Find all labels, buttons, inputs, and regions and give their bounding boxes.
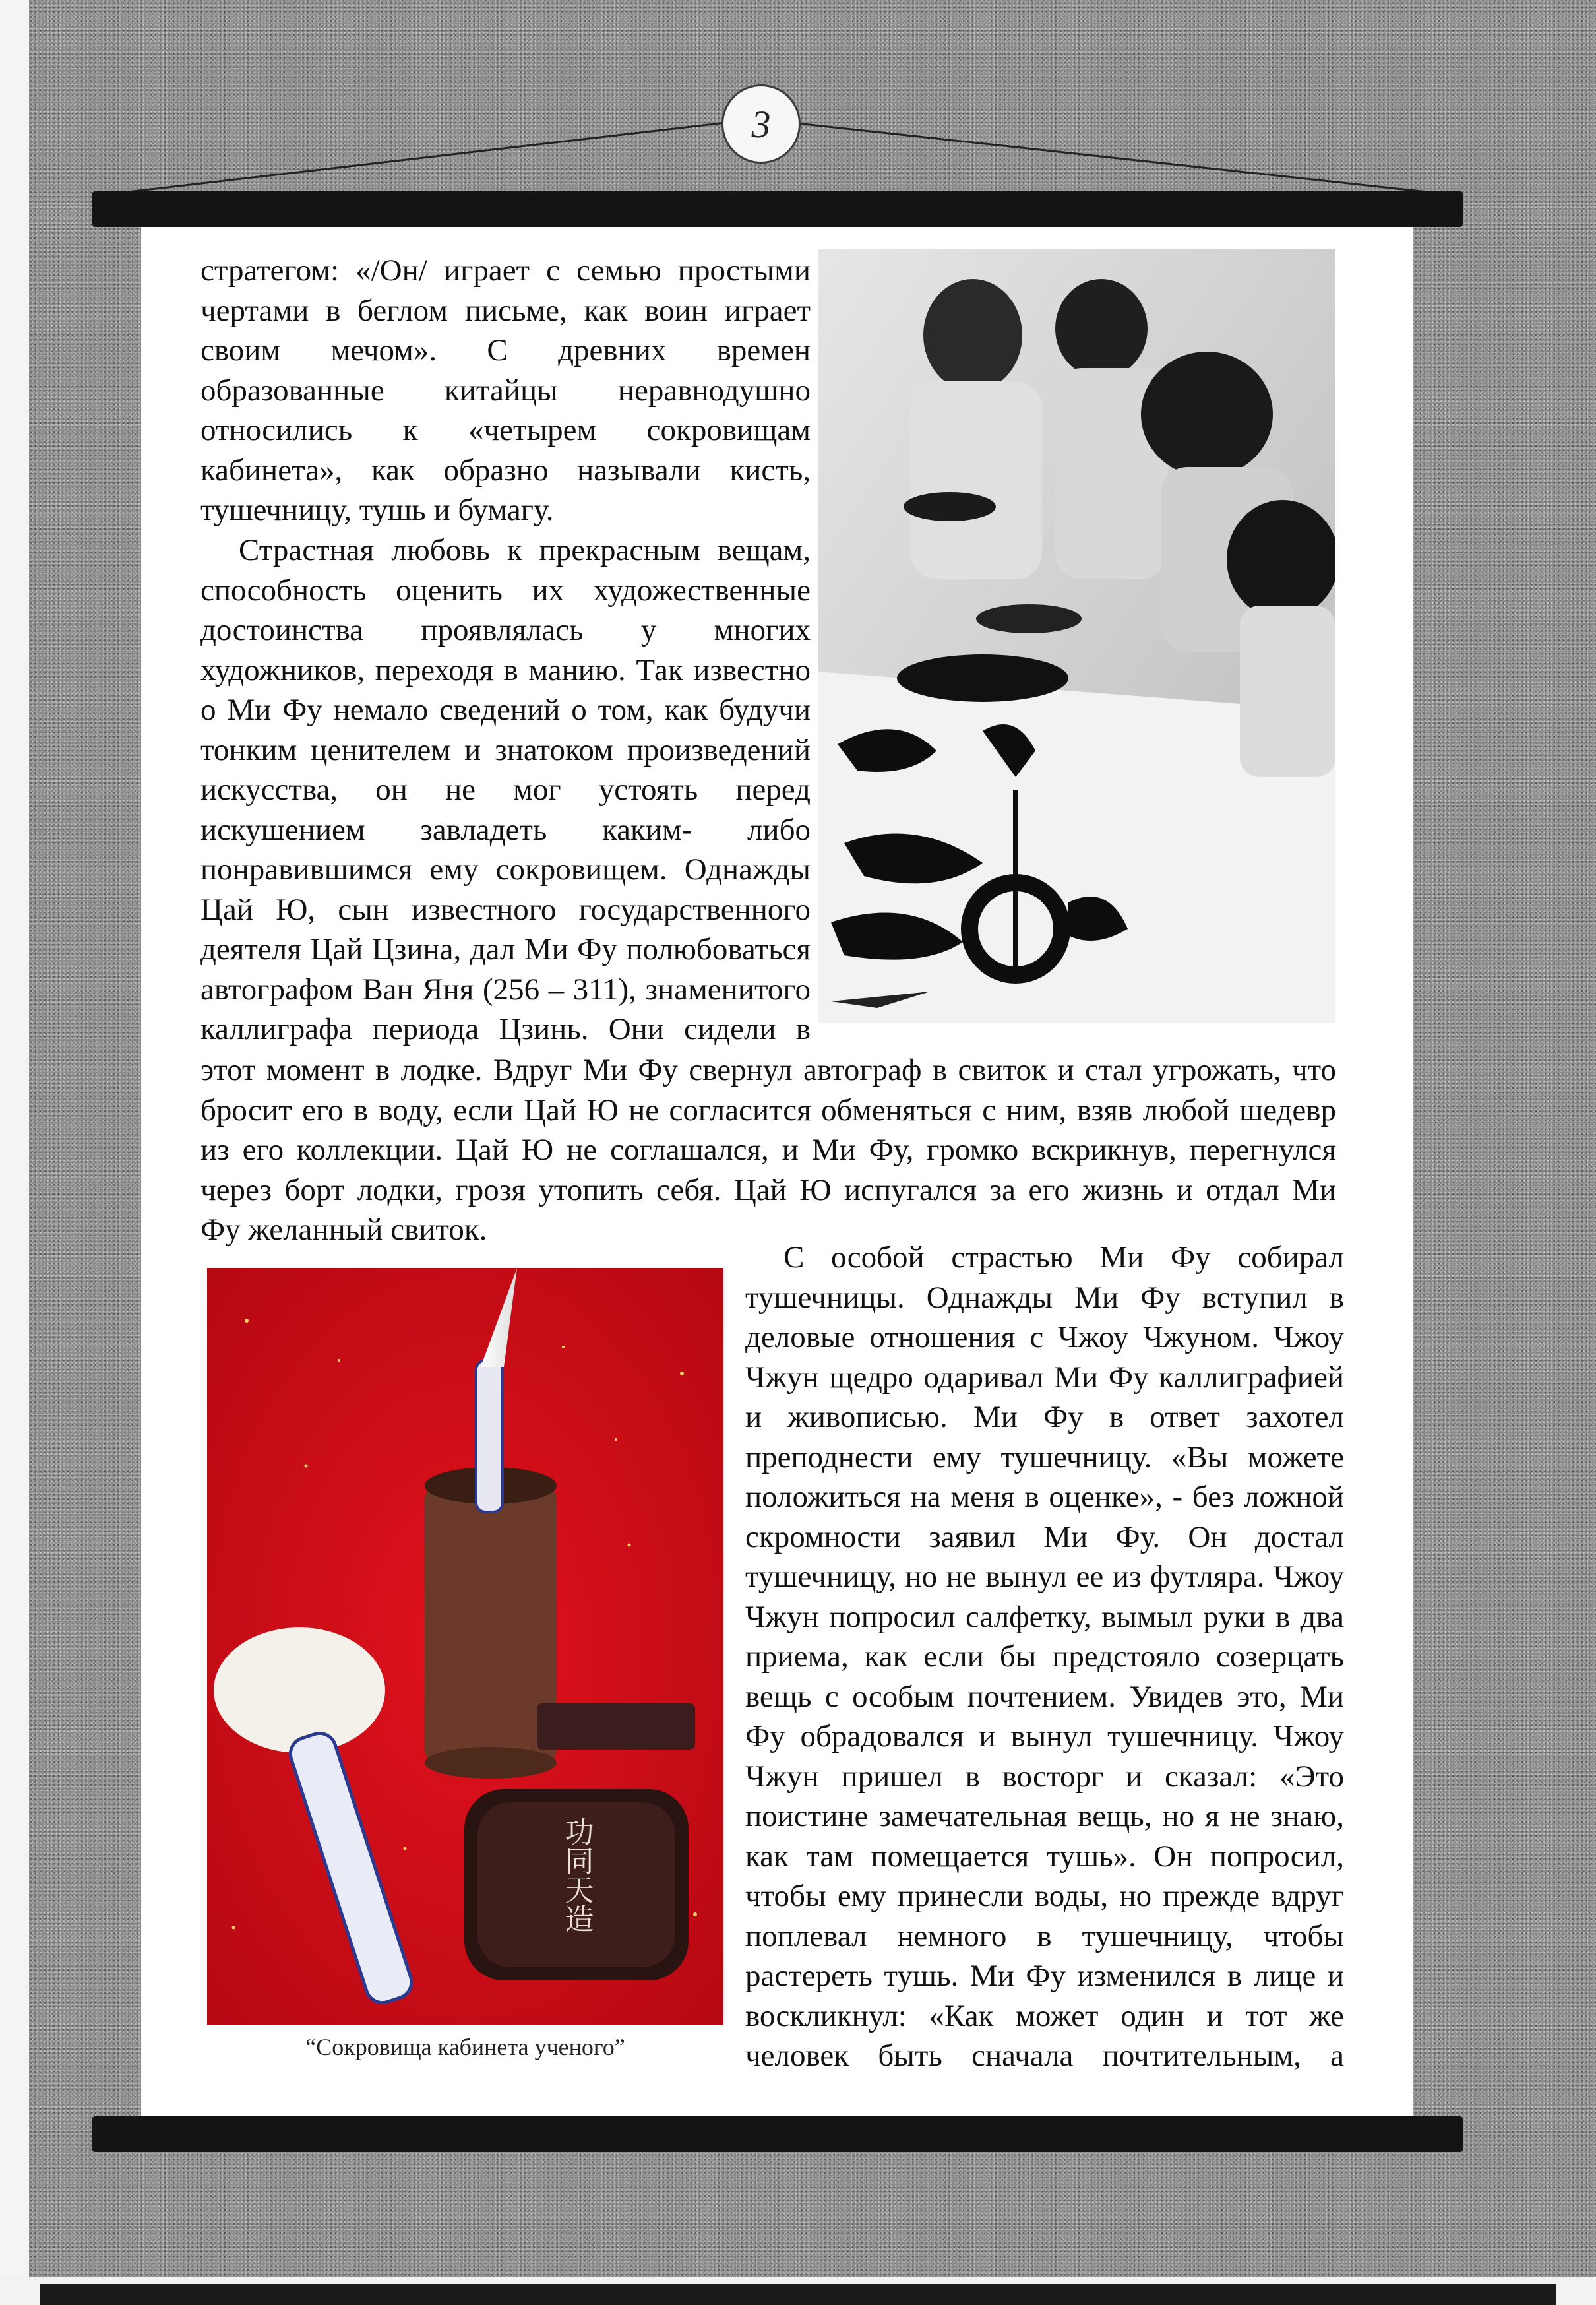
text-line: Чжун попросил салфетку, вымыл руки в два [745, 1599, 1344, 1634]
text-line: тушечницы. Однажды Ми Фу вступил в [745, 1280, 1344, 1315]
paragraph-1 [200, 251, 811, 530]
text-line: Фу желанный свиток. [200, 1213, 487, 1247]
text-line: из его коллекции. Цай Ю не соглашался, и Ми Фу, громко вскрикнув, перегнулся [200, 1133, 1336, 1167]
text-line: понравившимся ему сокровищем. Однажды [200, 852, 811, 887]
text-line: достоинства проявлялась у многих [200, 613, 811, 647]
text-line: тушечницу, тушь и бумагу. [200, 493, 554, 527]
text-line: этот момент в лодке. Вдруг Ми Фу свернул автограф в свиток и стал угрожать, что [200, 1053, 1336, 1087]
text-line: скромности заявил Ми Фу. Он достал [745, 1519, 1344, 1554]
text-line: о Ми Фу немало сведений о том, как будучи [200, 693, 811, 727]
text-line: автографом Ван Яня (256 – 311), знаменитого [200, 972, 811, 1007]
calligraphy-workshop-photo [818, 249, 1335, 1023]
text-line: способность оценить их художественные [200, 573, 811, 608]
text-line: С особой страстью Ми Фу собирал [783, 1240, 1344, 1275]
paragraph-2-wide [200, 1050, 1336, 1250]
text-line: положиться на меня в оценке», - без ложной [745, 1480, 1344, 1514]
text-line: бросит его в воду, если Цай Ю не согласится обменяться с ним, взяв любой шедевр [200, 1092, 1336, 1127]
page-left-margin [0, 0, 29, 2305]
text-line: тушечницу, но не вынул ее из футляра. Чжоу [745, 1560, 1344, 1594]
text-line: кабинета», как образно называли кисть, [200, 453, 811, 488]
paragraph-3 [745, 1238, 1344, 2076]
text-line: Страстная любовь к прекрасным вещам, [239, 533, 811, 567]
text-line: и живописью. Ми Фу в ответ захотел [745, 1400, 1344, 1434]
text-line: как там помещается тушь». Он попросил, [745, 1839, 1344, 1874]
text-line: тонким ценителем и знатоком произведений [200, 732, 811, 767]
scroll-rod-top [92, 191, 1463, 227]
text-line: человек быть сначала почтительным, а [745, 2038, 1344, 2073]
text-line: художников, переходя в манию. Так известно [200, 652, 811, 687]
text-line: искушением завладеть каким- либо [200, 812, 811, 847]
text-line: чтобы ему принесли воды, но прежде вдруг [745, 1879, 1344, 1913]
ink-stone-inscription: 功同天造 [559, 1817, 594, 1933]
text-line: преподнести ему тушечницу. «Вы можете [745, 1439, 1344, 1474]
text-line: Чжун пришел в восторг и сказал: «Это [745, 1759, 1344, 1794]
text-line: деловые отношения с Чжоу Чжуном. Чжоу [745, 1320, 1344, 1354]
text-line: каллиграфа периода Цзинь. Они сидели в [200, 1012, 811, 1046]
text-line: Фу обрадовался и вынул тушечницу. Чжоу [745, 1719, 1344, 1753]
text-line: искусства, он не мог устоять перед [200, 773, 811, 807]
text-line: относились к «четырем сокровищам [200, 413, 811, 447]
text-line: вещь с особым почтением. Увидев это, Ми [745, 1679, 1344, 1714]
text-line: Цай Ю, сын известного государственного [200, 892, 811, 927]
page-number: 3 [721, 84, 801, 164]
text-line: деятеля Цай Цзина, дал Ми Фу полюбоваться [200, 932, 811, 966]
text-line: через борт лодки, грозя утопить себя. Цай Ю испугался за его жизнь и отдал Ми [200, 1172, 1336, 1207]
page-bottom-margin [0, 2277, 1596, 2305]
text-line: приема, как если бы предстояло созерцать [745, 1639, 1344, 1674]
scholars-treasures-photo [207, 1268, 723, 2025]
hanging-cord [0, 0, 1596, 211]
text-line: чертами в беглом письме, как воин играет [200, 293, 811, 328]
scroll-rod-bottom [92, 2116, 1463, 2152]
text-line: поплевал немного в тушечницу, чтобы [745, 1918, 1344, 1953]
text-line: Чжун щедро одаривал Ми Фу каллиграфией [745, 1360, 1344, 1395]
text-line: своим мечом». С древних времен [200, 333, 811, 367]
text-line: стратегом: «/Он/ играет с семью простыми [200, 253, 811, 288]
paragraph-2-narrow [200, 530, 811, 1050]
text-line: образованные китайцы неравнодушно [200, 373, 811, 408]
photo-caption: “Сокровища кабинета ученого” [305, 2034, 625, 2060]
text-line: растереть тушь. Ми Фу изменился в лице и [745, 1959, 1344, 1993]
text-line: поистине замечательная вещь, но я не знаю, [745, 1799, 1344, 1833]
text-line: воскликнул: «Как может один и тот же [745, 1998, 1344, 2033]
